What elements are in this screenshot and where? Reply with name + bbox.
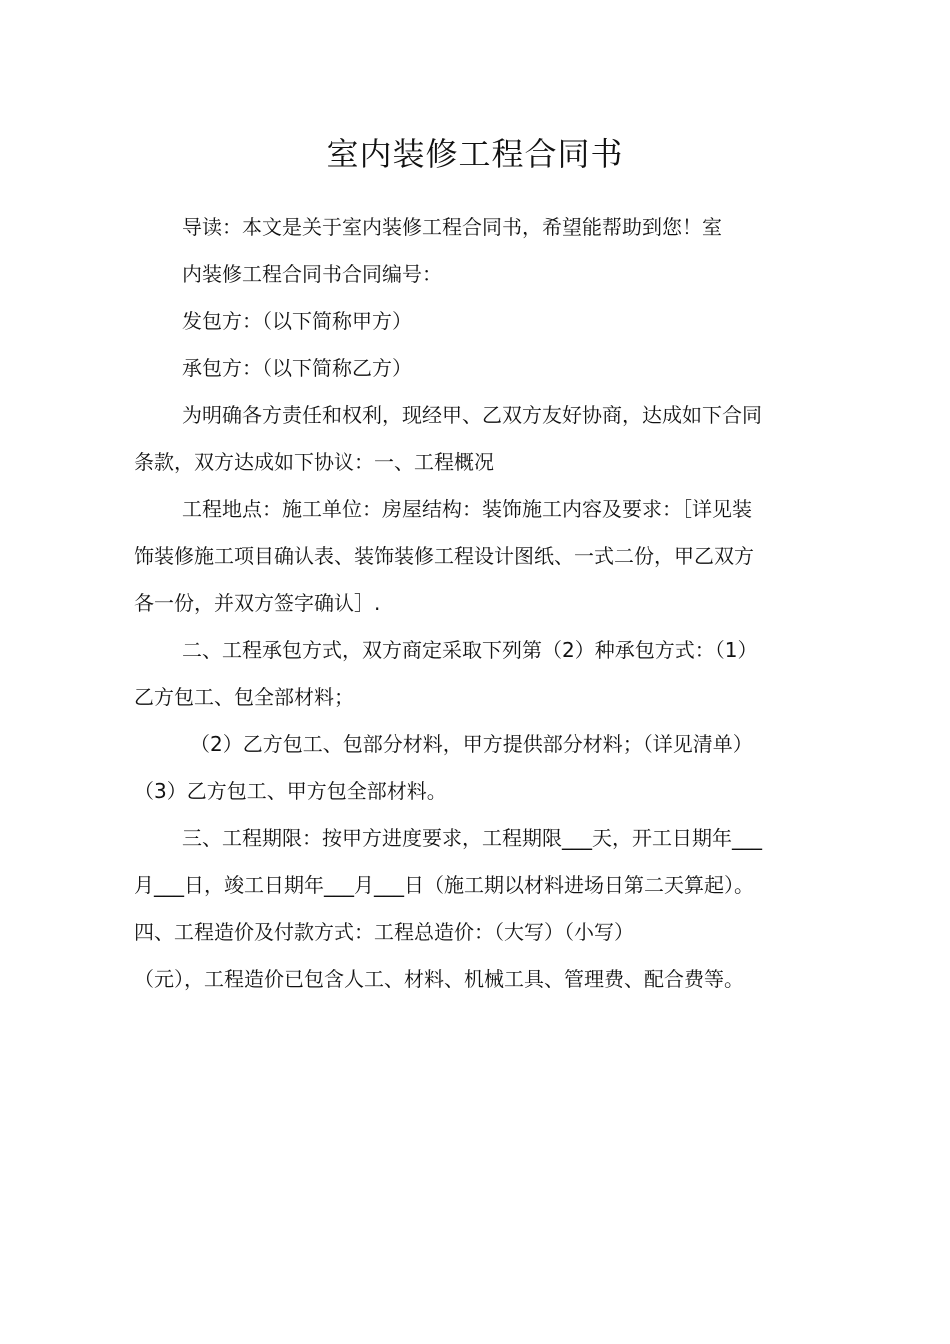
paragraph-line: 二、工程承包方式，双方商定采取下列第（2）种承包方式：（1） [182, 638, 758, 662]
paragraph-line: 导读：本文是关于室内装修工程合同书，希望能帮助到您！室 [182, 215, 722, 239]
paragraph-line: （3）乙方包工、甲方包全部材料。 [134, 779, 447, 803]
paragraph-line: 乙方包工、包全部材料； [134, 685, 354, 709]
paragraph-line: （元），工程造价已包含人工、材料、机械工具、管理费、配合费等。 [134, 967, 744, 991]
paragraph-line: 承包方：（以下简称乙方） [182, 356, 412, 380]
document-title: 室内装修工程合同书 [326, 135, 624, 173]
paragraph-line: 发包方：（以下简称甲方） [182, 309, 412, 333]
paragraph-line: 三、工程期限：按甲方进度要求，工程期限___天，开工日期年___ [182, 826, 762, 850]
paragraph-line: （2）乙方包工、包部分材料，甲方提供部分材料；（详见清单） [190, 732, 753, 756]
paragraph-line: 工程地点：施工单位：房屋结构：装饰施工内容及要求：［详见装 [182, 497, 752, 521]
paragraph-line: 各一份，并双方签字确认］. [134, 591, 381, 615]
document-body [134, 204, 834, 1003]
paragraph-line: 为明确各方责任和权利，现经甲、乙双方友好协商，达成如下合同 [182, 403, 762, 427]
paragraph-line: 四、工程造价及付款方式：工程总造价：（大写）（小写） [134, 920, 634, 944]
paragraph-line: 饰装修施工项目确认表、装饰装修工程设计图纸、一式二份，甲乙双方 [134, 544, 754, 568]
paragraph-line: 月___日，竣工日期年___月___日（施工期以材料进场日第二天算起）。 [134, 873, 754, 897]
paragraph-line: 条款，双方达成如下协议：一、工程概况 [134, 450, 494, 474]
paragraph-line: 内装修工程合同书合同编号： [182, 262, 442, 286]
